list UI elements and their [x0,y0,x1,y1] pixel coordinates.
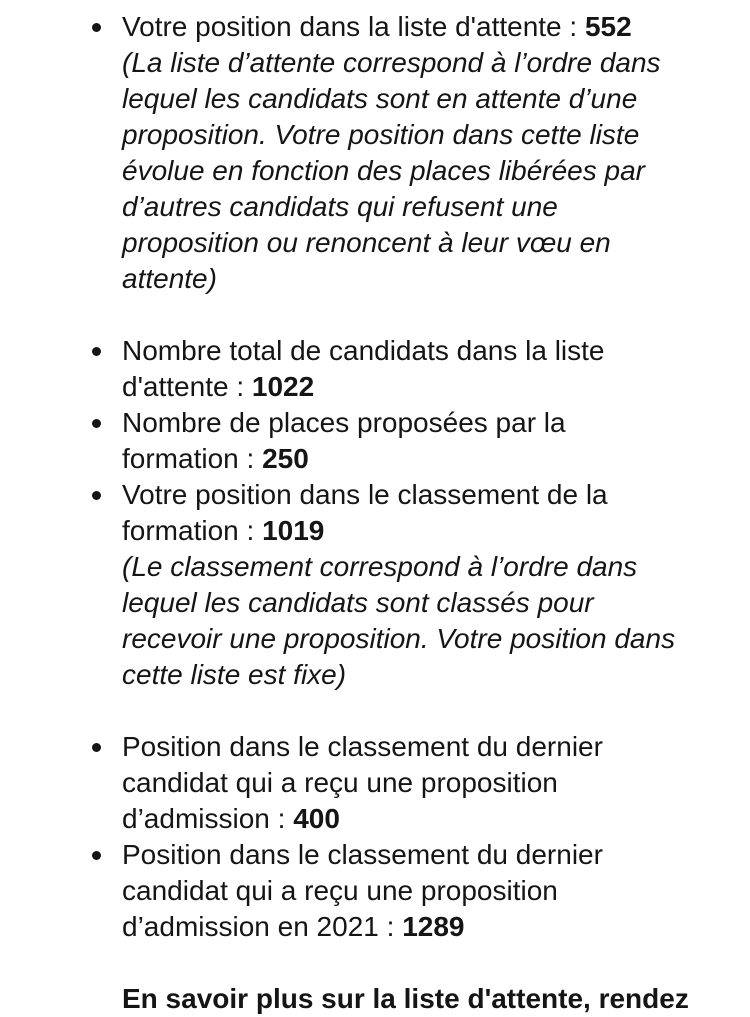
item-label: Position dans le classement du dernier candidat qui a reçu une proposition d’admission : [122,731,603,834]
list-item-dernier-candidat [122,729,682,837]
bullet-group-statistics [0,333,682,693]
list-item-position-liste-attente [122,9,682,297]
item-note: (Le classement correspond à l’ordre dans lequel les candidats sont classés pour recevoir une proposition. Votre position dans cette liste est fixe) [122,551,676,690]
bullet-group-last-admitted [0,729,682,945]
item-value: 1289 [402,911,465,942]
item-label: Votre position dans le classement de la formation : [122,479,608,546]
item-value: 552 [584,11,632,42]
list-item-places-proposees [122,405,682,477]
list-item-dernier-candidat-2021 [122,837,682,945]
bullet-group-position [0,9,682,297]
item-value: 400 [293,803,340,834]
item-value: 250 [262,443,309,474]
item-label: Nombre total de candidats dans la liste d'attente : [122,335,605,402]
item-value: 1022 [251,371,315,402]
item-label: Votre position dans la liste d'attente : [122,11,585,42]
learn-more-heading: En savoir plus sur la liste d'attente, rendez [122,983,689,1014]
list-item-position-classement [122,477,682,693]
item-value: 1019 [262,515,325,546]
item-label: Nombre de places proposées par la formation : [122,407,566,474]
item-label: Position dans le classement du dernier candidat qui a reçu une proposition d’admission en 2021 : [122,839,603,942]
item-note: (La liste d’attente correspond à l’ordre dans lequel les candidats sont en attente d’une proposition. Votre position dans cette liste évolue en fonction des places libérées par d’autres candidats qui refusent une proposition ou renoncent à leur vœu en attente) [122,47,661,294]
list-item-total-candidats [122,333,682,405]
